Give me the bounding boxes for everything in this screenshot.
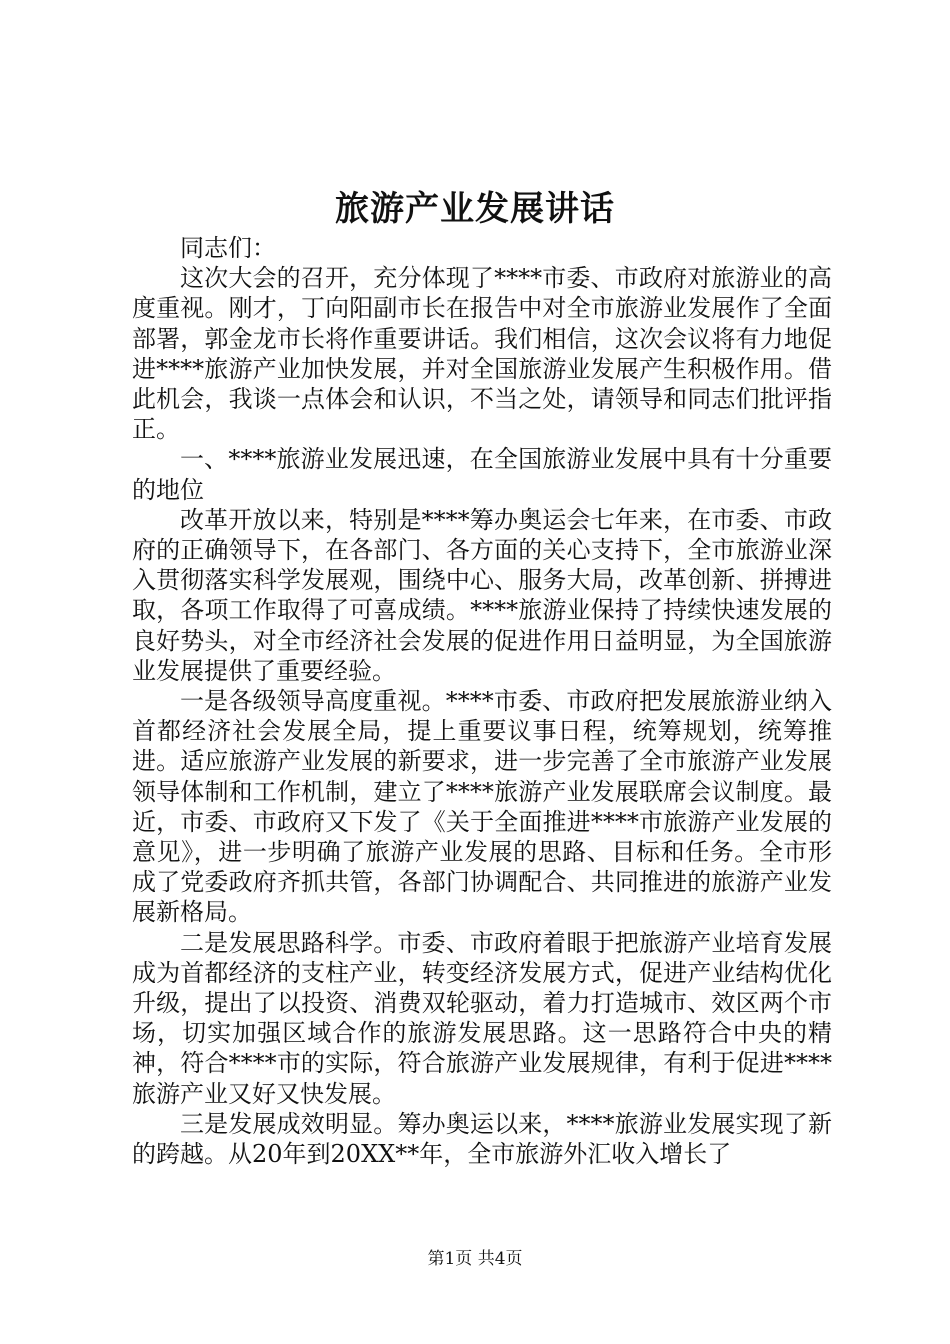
document-title: 旅游产业发展讲话 — [335, 189, 615, 229]
paragraph: 三是发展成效明显。筹办奥运以来，****旅游业发展实现了新的跨越。从20年到20XX**年，全市旅游外汇收入增长了 — [132, 1109, 832, 1169]
paragraph: 一是各级领导高度重视。****市委、市政府把发展旅游业纳入首都经济社会发展全局，提上重要议事日程，统筹规划，统筹推进。适应旅游产业发展的新要求，进一步完善了全市旅游产业发展领导体制和工作机制，建立了****旅游产业发展联席会议制度。最近，市委、市政府又下发了《关于全面推进****市旅游产业发展的意见》，进一步明确了旅游产业发展的思路、目标和任务。全市形成了党委政府齐抓共管，各部门协调配合、共同推进的旅游产业发展新格局。 — [132, 687, 832, 927]
page-footer: 第1页 共4页 — [427, 1249, 523, 1269]
paragraph-intro: 这次大会的召开，充分体现了****市委、市政府对旅游业的高度重视。刚才，丁向阳副市长在报告中对全市旅游业发展作了全面部署，郭金龙市长将作重要讲话。我们相信，这次会议将有力地促进****旅游产业加快发展，并对全国旅游业发展产生积极作用。借此机会，我谈一点体会和认识，不当之处，请领导和同志们批评指正。 — [132, 264, 832, 444]
document-body — [132, 233, 832, 1169]
paragraph: 二是发展思路科学。市委、市政府着眼于把旅游产业培育发展成为首都经济的支柱产业，转变经济发展方式，促进产业结构优化升级，提出了以投资、消费双轮驱动，着力打造城市、效区两个市场，切实加强区域合作的旅游发展思路。这一思路符合中央的精神，符合****市的实际，符合旅游产业发展规律，有利于促进****旅游产业又好又快发展。 — [132, 928, 832, 1108]
section-heading-1: 一、****旅游业发展迅速，在全国旅游业发展中具有十分重要的地位 — [132, 445, 832, 504]
paragraph-salutation: 同志们： — [180, 234, 276, 262]
paragraph: 改革开放以来，特别是****筹办奥运会七年来，在市委、市政府的正确领导下，在各部门、各方面的关心支持下，全市旅游业深入贯彻落实科学发展观，围绕中心、服务大局，改革创新、拼搏进取，各项工作取得了可喜成绩。****旅游业保持了持续快速发展的良好势头，对全市经济社会发展的促进作用日益明显，为全国旅游业发展提供了重要经验。 — [132, 505, 832, 685]
